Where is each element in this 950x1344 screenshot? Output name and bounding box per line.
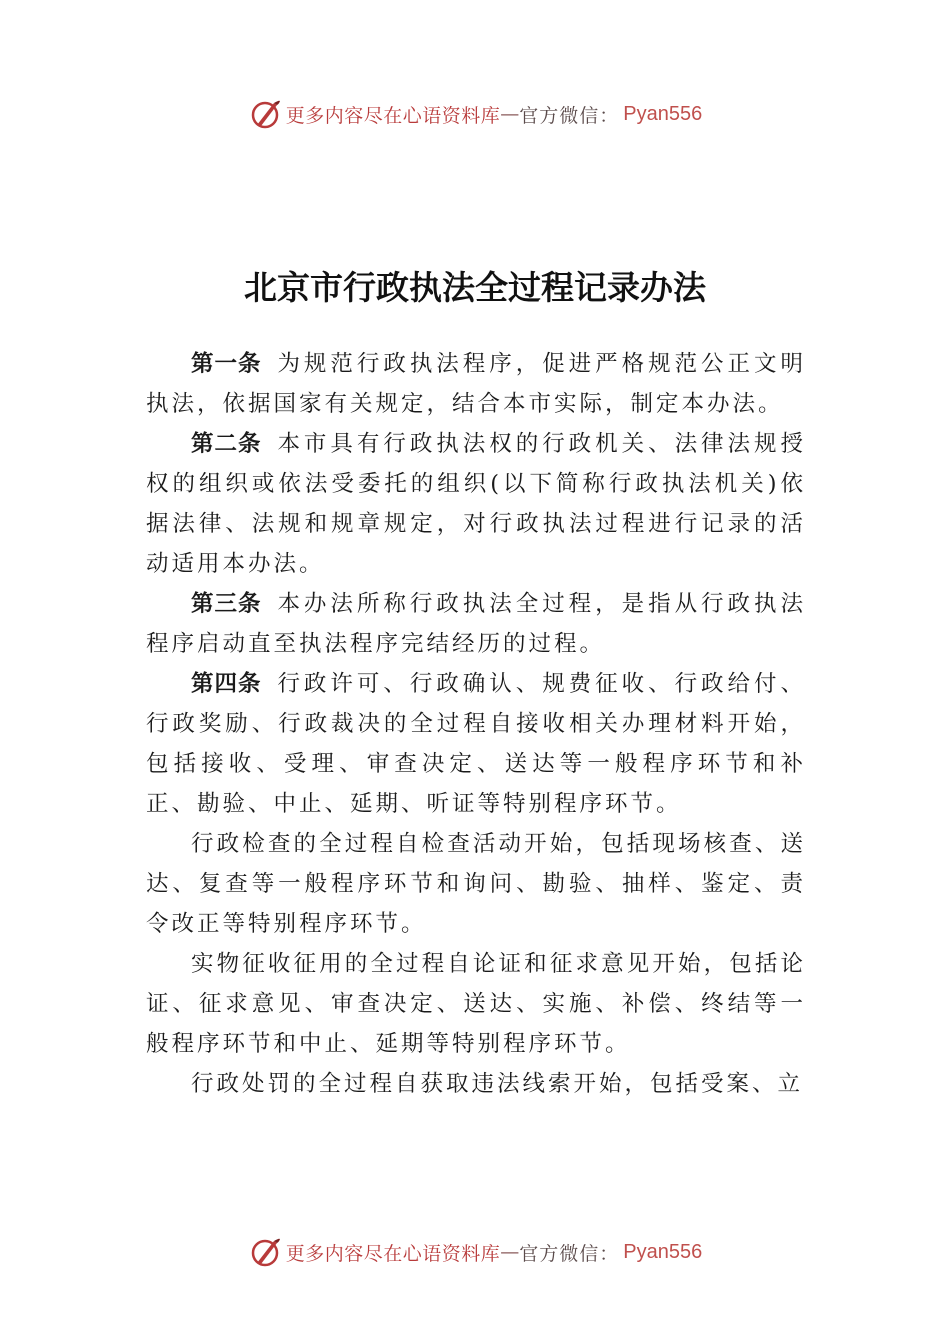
watermark-wechat-id: Pyan556 [623,102,703,125]
article-number: 第一条 [191,351,262,377]
paragraph-text: 行政处罚的全过程自获取违法线索开始，包括受案、立 [191,1071,804,1097]
requisition-paragraph [146,944,806,1064]
watermark-wechat-id: Pyan556 [623,1240,703,1263]
penalty-paragraph [146,1064,806,1104]
quill-logo-icon [248,1235,282,1269]
article-1-paragraph [146,344,806,424]
paragraph-text: 行政检查的全过程自检查活动开始，包括现场核查、送达、复查等一般程序环节和询问、勘验、抽样、鉴定、责令改正等特别程序环节。 [146,831,806,937]
inspection-paragraph [146,824,806,944]
watermark-banner-bottom [0,1232,950,1272]
paragraph-text: 本办法所称行政执法全过程，是指从行政执法程序启动直至执法程序完结经历的过程。 [146,591,806,657]
watermark-brand-text: 更多内容尽在心语资料库 [285,104,501,127]
paragraph-text: 实物征收征用的全过程自论证和征求意见开始，包括论证、征求意见、审查决定、送达、实施、补偿、终结等一般程序环节和中止、延期等特别程序环节。 [146,951,806,1057]
article-number: 第四条 [191,671,262,697]
article-4-paragraph [146,664,806,824]
article-2-paragraph [146,424,806,584]
watermark-label: 官方微信： [519,1242,620,1265]
article-number: 第三条 [191,591,262,617]
article-number: 第二条 [191,431,262,457]
watermark-separator: — [500,103,520,125]
paragraph-text: 本市具有行政执法权的行政机关、法律法规授权的组织或依法受委托的组织(以下简称行政执法机关)依据法律、法规和规章规定，对行政执法过程进行记录的活动适用本办法。 [146,431,806,577]
document-title: 北京市行政执法全过程记录办法 [244,268,706,307]
quill-logo-icon [248,97,282,131]
watermark-label: 官方微信： [519,104,620,127]
watermark-separator: — [500,1241,520,1263]
watermark-banner-top [0,94,950,134]
article-3-paragraph [146,584,806,664]
document-body [146,344,806,1104]
paragraph-text: 行政许可、行政确认、规费征收、行政给付、行政奖励、行政裁决的全过程自接收相关办理材料开始，包括接收、受理、审查决定、送达等一般程序环节和补正、勘验、中止、延期、听证等特别程序环节。 [146,671,806,817]
watermark-brand-text: 更多内容尽在心语资料库 [285,1242,501,1265]
paragraph-text: 为规范行政执法程序，促进严格规范公正文明执法，依据国家有关规定，结合本市实际，制定本办法。 [146,351,806,417]
